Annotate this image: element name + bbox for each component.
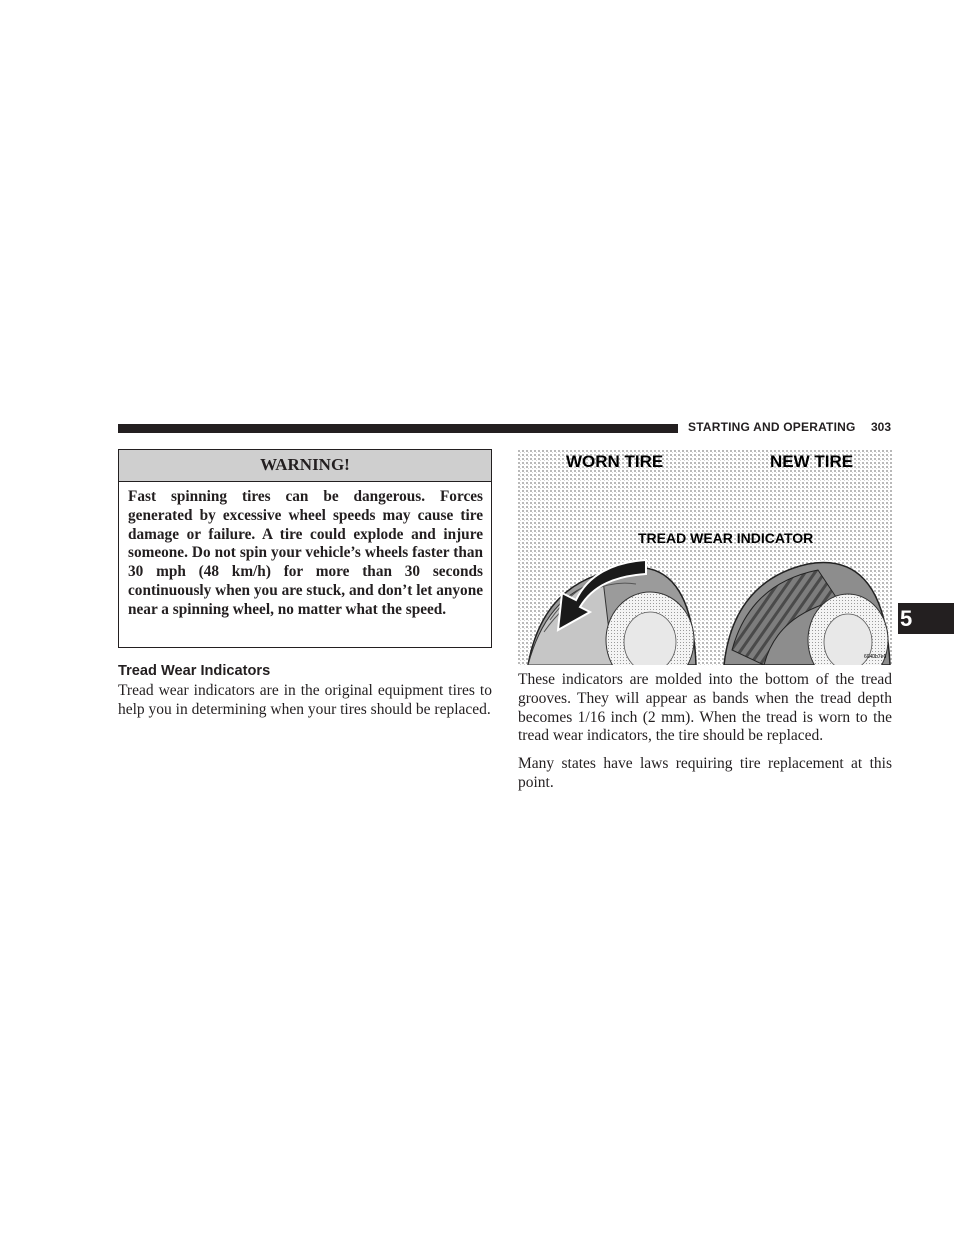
warning-title: WARNING! — [119, 450, 491, 482]
running-header: STARTING AND OPERATING — [688, 420, 856, 434]
warning-box — [118, 449, 492, 648]
tread-wear-illustration — [518, 450, 892, 665]
intro-paragraph: Tread wear indicators are in the original equipment tires to help you in determining when your tires should be replaced. — [118, 682, 492, 718]
figure-code: 6040b7e6 — [864, 654, 887, 660]
indicators-paragraph: These indicators are molded into the bottom of the tread grooves. They will appear as bands when the tread depth becomes 1/16 inch (2 mm). When the tread is worn to the tread wear indicators, the tire should be replaced. — [518, 671, 892, 745]
header-rule — [118, 424, 678, 433]
new-tire-label: NEW TIRE — [770, 452, 854, 471]
laws-paragraph: Many states have laws requiring tire replacement at this point. — [518, 755, 892, 791]
page-number: 303 — [871, 420, 892, 434]
tread-wear-indicator-label: TREAD WEAR INDICATOR — [638, 530, 814, 546]
warning-text: Fast spinning tires can be dangerous. Forces generated by excessive wheel speeds may cause tire damage or failure. A tire could explode and injure someone. Do not spin your vehicle’s wheels faster than 30 mph (48 km/h) for more than 30 seconds continuously when you are stuck, and don’t let anyone near a spinning wheel, no matter what the speed. — [128, 488, 483, 618]
tire-drawing — [518, 450, 892, 665]
section-heading: Tread Wear Indicators — [118, 663, 271, 679]
chapter-tab: 5 — [898, 603, 954, 634]
worn-tire-label: WORN TIRE — [566, 452, 664, 471]
